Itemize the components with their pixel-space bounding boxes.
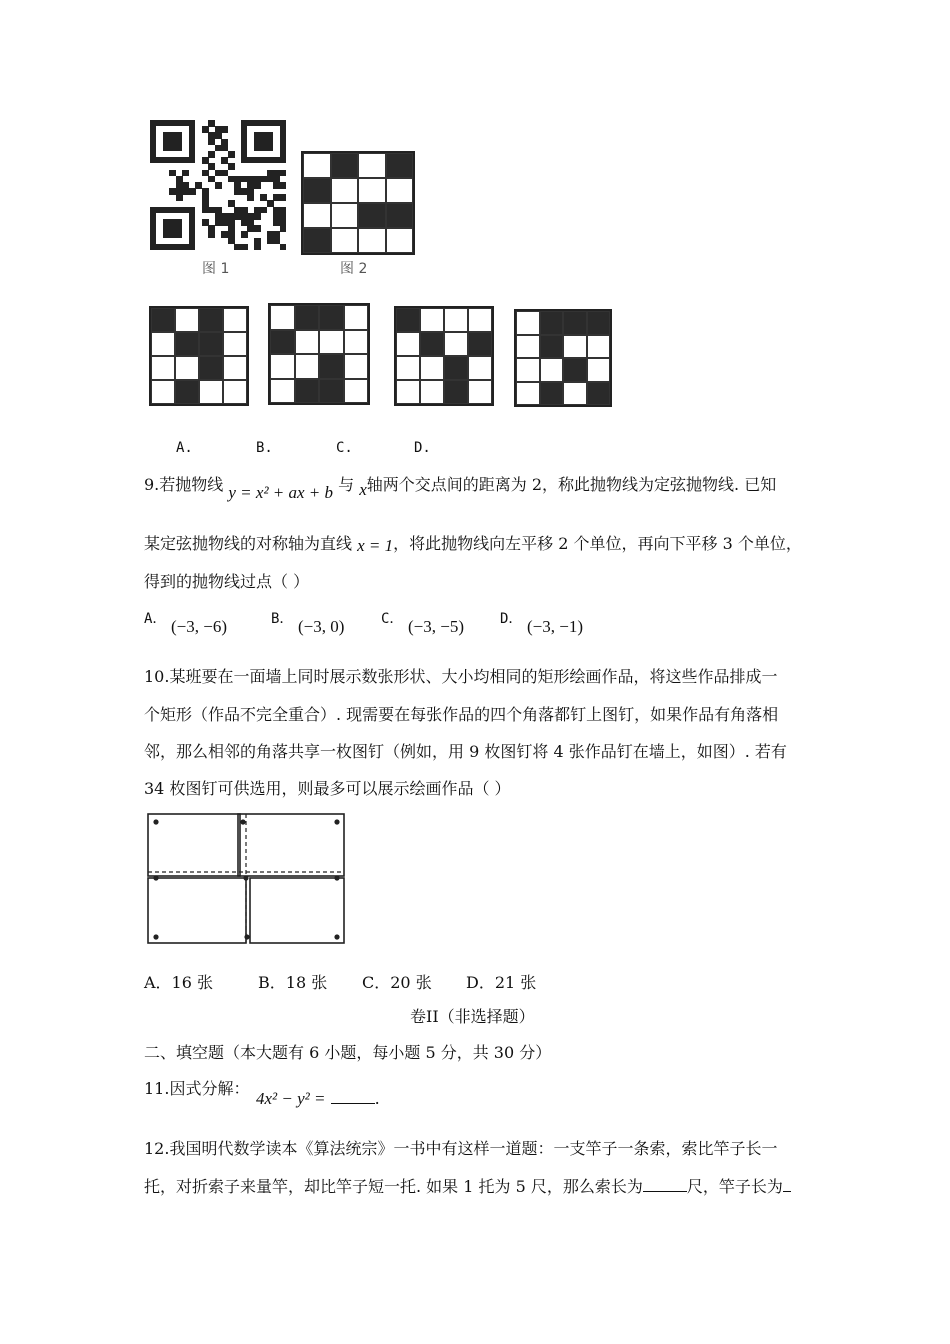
grid-cell-light (396, 332, 420, 356)
qr-module (280, 194, 287, 201)
q9-option-a-value: (−3, −6) (171, 617, 227, 636)
grid-cell-light (295, 330, 320, 355)
q9-option-d-value: (−3, −1) (527, 617, 583, 636)
qr-module (254, 182, 261, 189)
figure-2-grid (301, 151, 415, 255)
qr-module (182, 170, 189, 177)
qr-finder-pattern (163, 132, 182, 151)
grid-cell-dark (420, 332, 444, 356)
q9-axis-eq: x = 1 (357, 536, 394, 555)
q9-line2-suffix: ，将此抛物线向左平移 2 个单位，再向下平移 3 个单位， (393, 534, 802, 553)
grid-cell-light (175, 308, 199, 332)
q9-suffix: 轴两个交点间的距离为 2，称此抛物线为定弦抛物线. 已知 (366, 475, 777, 494)
grid-cell-light (587, 358, 611, 382)
q9-option-b-value: (−3, 0) (298, 617, 345, 636)
qr-module (189, 188, 196, 195)
qr-module (228, 151, 235, 158)
q11-label: 11.因式分解： (144, 1079, 250, 1098)
grid-cell-light (303, 203, 331, 228)
grid-cell-dark (468, 332, 492, 356)
choice-label-a: A. (176, 440, 193, 456)
grid-cell-dark (331, 153, 359, 178)
q9-line2 (144, 533, 802, 555)
grid-cell-dark (295, 305, 320, 330)
q10-option-b: B．18 张 (258, 973, 328, 992)
grid-cell-light (344, 354, 369, 379)
grid-cell-light (270, 354, 295, 379)
grid-cell-dark (563, 311, 587, 335)
grid-cell-dark (396, 308, 420, 332)
grid-cell-light (396, 356, 420, 380)
grid-cell-light (468, 308, 492, 332)
figure-1-caption: 图 1 (202, 261, 230, 277)
qr-module (260, 207, 267, 214)
q9-option-a-label: A． (144, 611, 167, 627)
grid-cell-dark (563, 358, 587, 382)
q12-line2 (144, 1176, 791, 1198)
figure-2-caption: 图 2 (340, 261, 368, 277)
grid-cell-dark (444, 356, 468, 380)
q10-line3: 邻，那么相邻的角落共享一枚图钉（例如，用 9 枚图钉将 4 张作品钉在墙上，如图）. 若有 (144, 742, 787, 761)
grid-cell-light (563, 382, 587, 406)
grid-cell-light (468, 356, 492, 380)
grid-cell-light (358, 228, 386, 253)
choice-label-b: B. (256, 440, 273, 456)
q10-option-c: C．20 张 (362, 973, 432, 992)
q11-answer-blank[interactable] (331, 1089, 375, 1104)
grid-cell-light (386, 178, 414, 203)
q12-line1: 12.我国明代数学读本《算法统宗》一书中有这样一道题：一支竿子一条索，索比竿子长一 (144, 1139, 778, 1158)
qr-module (280, 170, 287, 177)
grid-cell-light (331, 203, 359, 228)
grid-cell-light (516, 358, 540, 382)
grid-cell-light (331, 178, 359, 203)
grid-cell-light (199, 380, 223, 404)
qr-module (208, 151, 215, 158)
qr-module (254, 225, 261, 232)
grid-cell-dark (270, 330, 295, 355)
q9-prefix: 9.若抛物线 (144, 475, 224, 494)
grid-cell-light (344, 379, 369, 404)
qr-module (280, 225, 287, 232)
q10-option-a: A．16 张 (144, 973, 214, 992)
grid-cell-light (223, 380, 247, 404)
q9-option-b-label: B． (271, 611, 294, 627)
grid-cell-dark (295, 379, 320, 404)
grid-cell-light (295, 354, 320, 379)
q10-line4: 34 枚图钉可供选用，则最多可以展示绘画作品（ ） (144, 779, 511, 798)
grid-cell-light (358, 178, 386, 203)
grid-cell-dark (358, 203, 386, 228)
grid-cell-dark (386, 203, 414, 228)
qr-finder-pattern (163, 219, 182, 238)
grid-cell-light (444, 332, 468, 356)
grid-cell-light (151, 380, 175, 404)
grid-cell-dark (587, 311, 611, 335)
grid-cell-light (386, 228, 414, 253)
qr-code-figure (150, 120, 286, 250)
q11-formula-line (256, 1088, 380, 1110)
grid-cell-dark (199, 356, 223, 380)
grid-cell-light (223, 356, 247, 380)
grid-cell-dark (386, 153, 414, 178)
grid-cell-light (151, 356, 175, 380)
q11-period: . (374, 1089, 380, 1108)
grid-cell-light (344, 305, 369, 330)
q12-line2-a: 托，对折索子来量竿，却比竿子短一托. 如果 1 托为 5 尺，那么索长为 (144, 1177, 643, 1196)
thumbtack-diagram (146, 812, 348, 946)
grid-cell-light (223, 308, 247, 332)
qr-module (241, 231, 248, 238)
grid-cell-dark (175, 332, 199, 356)
qr-module (280, 182, 287, 189)
grid-cell-light (516, 382, 540, 406)
grid-cell-light (540, 358, 564, 382)
grid-cell-dark (151, 308, 175, 332)
qr-module (247, 194, 254, 201)
grid-cell-dark (319, 305, 344, 330)
grid-cell-dark (540, 382, 564, 406)
q9-mid: 与 (338, 475, 355, 494)
section-ii-title: 卷II（非选择题） (410, 1007, 535, 1026)
grid-cell-dark (199, 332, 223, 356)
choice-label-d: D. (414, 440, 431, 456)
q10-line1: 10.某班要在一面墙上同时展示数张形状、大小均相同的矩形绘画作品，将这些作品排成一 (144, 667, 778, 686)
qr-module (176, 194, 183, 201)
qr-module (208, 231, 215, 238)
grid-cell-light (444, 308, 468, 332)
q9-option-c-value: (−3, −5) (408, 617, 464, 636)
qr-finder-pattern (254, 132, 273, 151)
grid-cell-light (420, 308, 444, 332)
q11-formula: 4x² − y² = (256, 1089, 326, 1108)
qr-module (215, 182, 222, 189)
q12-line2-b: 尺，竿子长为 (686, 1177, 783, 1196)
grid-cell-dark (319, 354, 344, 379)
q9-axis-var: x (359, 480, 367, 499)
grid-cell-light (587, 335, 611, 359)
qr-module (221, 126, 228, 133)
q9-line3: 得到的抛物线过点（ ） (144, 572, 310, 591)
grid-cell-light (516, 311, 540, 335)
q9-line2-prefix: 某定弦抛物线的对称轴为直线 (144, 534, 353, 553)
grid-cell-dark (540, 335, 564, 359)
grid-cell-dark (587, 382, 611, 406)
grid-cell-light (331, 228, 359, 253)
grid-cell-light (563, 335, 587, 359)
grid-cell-dark (540, 311, 564, 335)
choice-label-c: C. (336, 440, 353, 456)
q9-option-c-label: C． (381, 611, 404, 627)
grid-cell-light (420, 356, 444, 380)
grid-cell-light (223, 332, 247, 356)
qr-module (228, 163, 235, 170)
grid-cell-light (175, 356, 199, 380)
grid-cell-dark (303, 228, 331, 253)
grid-cell-dark (444, 380, 468, 404)
q10-line2: 个矩形（作品不完全重合）. 现需要在每张作品的四个角落都钉上图钉，如果作品有角落相 (144, 705, 779, 724)
grid-cell-light (270, 305, 295, 330)
grid-cell-light (303, 153, 331, 178)
grid-cell-light (319, 330, 344, 355)
qr-module (241, 244, 248, 251)
q9-line1 (144, 474, 777, 502)
q9-formula: y = x² + ax + b (228, 483, 334, 502)
q9-option-d-label: D． (500, 611, 523, 627)
grid-cell-dark (175, 380, 199, 404)
grid-cell-dark (303, 178, 331, 203)
choice-grid-d (514, 309, 612, 407)
grid-cell-light (270, 379, 295, 404)
grid-cell-dark (199, 308, 223, 332)
q12-rope-length-blank[interactable] (643, 1177, 687, 1192)
grid-cell-light (468, 380, 492, 404)
grid-cell-light (344, 330, 369, 355)
qr-module (254, 213, 261, 220)
qr-module (280, 244, 287, 251)
q10-option-d: D．21 张 (466, 973, 537, 992)
grid-cell-light (516, 335, 540, 359)
choice-grid-a (149, 306, 249, 406)
grid-cell-dark (319, 379, 344, 404)
grid-cell-light (420, 380, 444, 404)
q12-pole-length-blank[interactable] (783, 1177, 791, 1192)
grid-cell-light (151, 332, 175, 356)
qr-module (254, 244, 261, 251)
grid-cell-light (396, 380, 420, 404)
choice-grid-b (268, 303, 370, 405)
section-ii-header: 二、填空题（本大题有 6 小题，每小题 5 分，共 30 分） (144, 1043, 552, 1062)
choice-grid-c (394, 306, 494, 406)
grid-cell-light (358, 153, 386, 178)
